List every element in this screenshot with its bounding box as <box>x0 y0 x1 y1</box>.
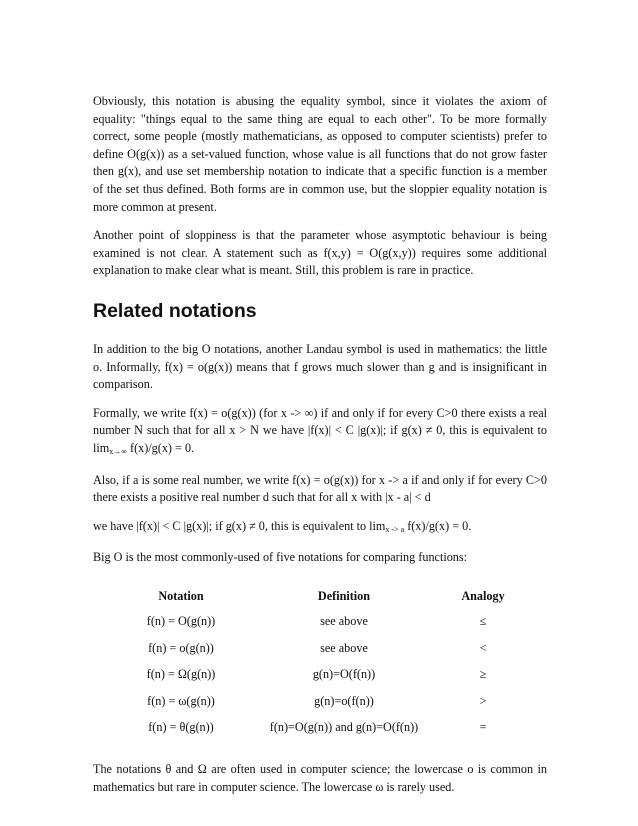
limit-at-a-subscript: x -> a <box>385 524 405 534</box>
cell-definition: g(n)=o(f(n)) <box>314 693 374 708</box>
table-header-row <box>93 585 547 609</box>
limit-at-a-text: we have |f(x)| < C |g(x)|; if g(x) ≠ 0, this is equivalent to lim <box>93 518 386 533</box>
paragraph-notation-usage: The notations θ and Ω are often used in computer science; the lowercase o is common in mathematics but rare in computer science. The lowercase ω is rarely used. <box>93 762 547 794</box>
paragraph-little-o-intro: In addition to the big O notations, another Landau symbol is used in mathematics: the little o. Informally, f(x) = o(g(x)) means that f grows much slower than g and is insignificant in comparison. <box>93 341 547 392</box>
table-row <box>93 635 547 662</box>
cell-analogy: ≥ <box>479 667 487 682</box>
table-row <box>93 688 547 715</box>
table-row <box>93 609 547 636</box>
paragraph-limit-at-a <box>93 518 547 539</box>
cell-definition: f(n)=O(g(n)) and g(n)=O(f(n)) <box>269 720 419 735</box>
table-row <box>93 715 547 742</box>
cell-definition: see above <box>320 614 368 629</box>
paragraph-formal-definition <box>93 405 547 461</box>
limit-subscript: x→∞ <box>109 446 127 456</box>
cell-analogy: = <box>479 720 487 735</box>
cell-definition: g(n)=O(f(n)) <box>312 667 376 682</box>
cell-analogy: > <box>479 693 487 708</box>
cell-notation: f(n) = o(g(n)) <box>148 640 214 655</box>
paragraph-real-number-a: Also, if a is some real number, we write f(x) = o(g(x)) for x -> a if and only if for every C>0 there exists a positive real number d such that for all x with |x - a| < d <box>93 472 547 505</box>
header-analogy: Analogy <box>461 589 505 604</box>
header-definition: Definition <box>317 589 371 604</box>
table-row <box>93 662 547 689</box>
cell-notation: f(n) = Ω(g(n)) <box>146 667 216 682</box>
cell-analogy: ≤ <box>479 614 487 629</box>
formal-definition-text: Formally, we write f(x) = o(g(x)) (for x -> ∞) if and only if for every C>0 there exists a real number N such that for all x > N we have |f(x)| < C |g(x)|; if g(x) ≠ 0, this is equivalent to lim <box>93 405 547 455</box>
paragraph-five-notations: Big O is the most commonly-used of five notations for comparing functions: <box>93 550 468 565</box>
notation-comparison-table <box>93 585 547 742</box>
section-heading: Related notations <box>93 299 257 322</box>
paragraph-sloppiness: Another point of sloppiness is that the parameter whose asymptotic behaviour is being examined is not clear. A statement such as f(x,y) = O(g(x,y)) requires some additional explanation to make clear what is meant. Still, this problem is rare in practice. <box>93 228 547 278</box>
cell-definition: see above <box>320 640 368 655</box>
cell-notation: f(n) = θ(g(n)) <box>148 720 214 735</box>
formal-definition-end: f(x)/g(x) = 0. <box>126 440 195 455</box>
paragraph-equality-abuse: Obviously, this notation is abusing the equality symbol, since it violates the axiom of equality: "things equal to the same thing are equal to each other". To be more formally correct, some people (mostly mathematicians, as opposed to computer scientists) prefer to define O(g(x)) as a set-valued function, whose value is all functions that do not grow faster then g(x), and use set membership notation to indicate that a specific function is a member of the set thus defined. Both forms are in common use, but the sloppier equality notation is more common at present. <box>93 94 547 214</box>
cell-analogy: < <box>479 640 487 655</box>
document-page <box>93 93 547 797</box>
header-notation: Notation <box>158 589 204 604</box>
limit-at-a-end: f(x)/g(x) = 0. <box>404 518 472 533</box>
cell-notation: f(n) = O(g(n)) <box>146 614 216 629</box>
cell-notation: f(n) = ω(g(n)) <box>147 693 215 708</box>
